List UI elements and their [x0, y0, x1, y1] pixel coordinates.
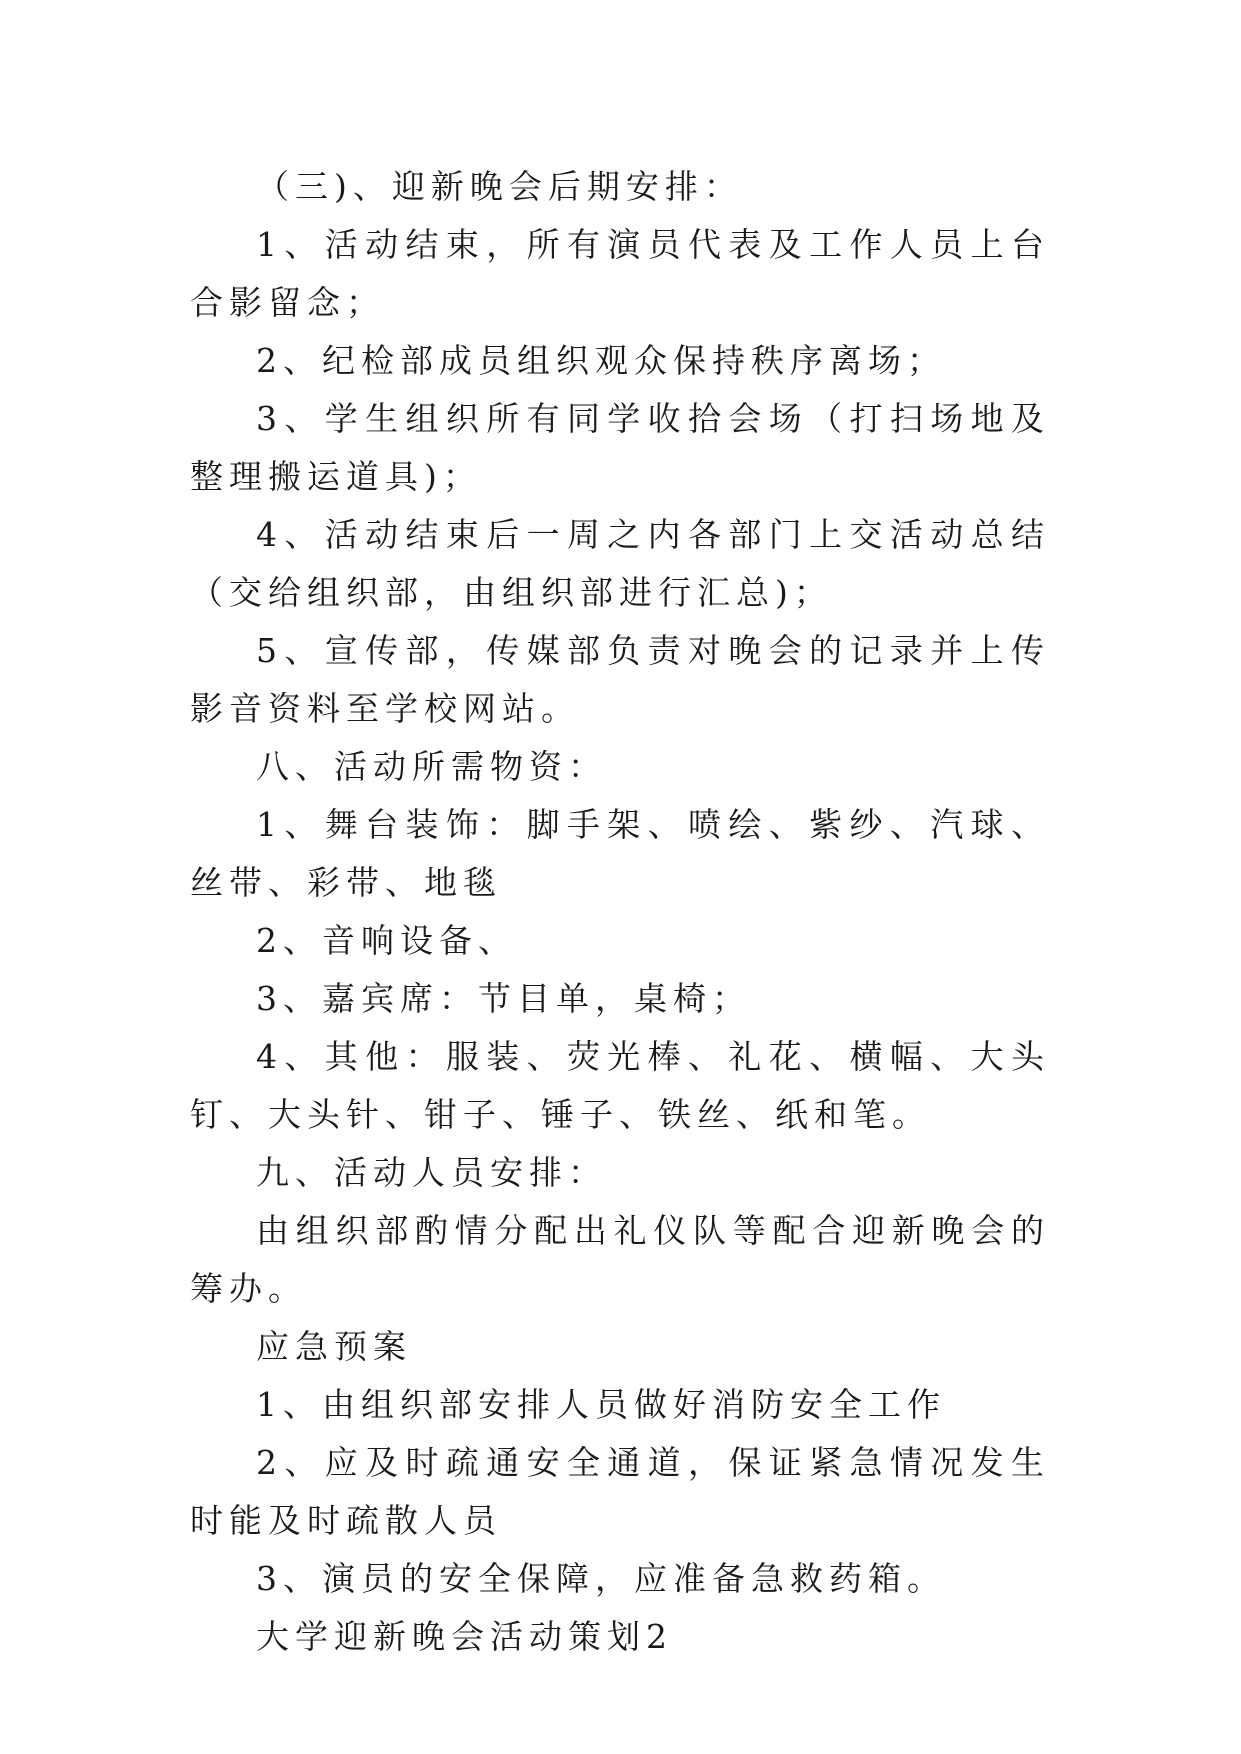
document-body [190, 158, 1050, 1666]
list-item: 3、嘉宾席：节目单，桌椅； [256, 979, 751, 1018]
section-heading-materials: 八、活动所需物资： [256, 747, 607, 786]
list-item: 4、活动结束后一周之内各部门上交活动总结（交给组织部，由组织部进行汇总)； [190, 515, 1050, 612]
section-heading-staffing: 九、活动人员安排： [256, 1153, 607, 1192]
list-item: 3、学生组织所有同学收拾会场（打扫场地及整理搬运道具)； [190, 399, 1050, 496]
body-paragraph: 由组织部酌情分配出礼仪队等配合迎新晚会的筹办。 [190, 1211, 1050, 1308]
section-heading-emergency: 应急预案 [256, 1327, 412, 1366]
section-heading-post-event: （三)、迎新晚会后期安排： [256, 167, 743, 206]
list-item: 3、演员的安全保障，应准备急救药箱。 [256, 1559, 946, 1598]
list-item: 2、纪检部成员组织观众保持秩序离场； [256, 341, 946, 380]
next-section-title: 大学迎新晚会活动策划2 [256, 1617, 673, 1656]
list-item: 2、音响设备、 [256, 921, 517, 960]
list-item: 2、应及时疏通安全通道，保证紧急情况发生时能及时疏散人员 [190, 1443, 1050, 1540]
list-item: 1、由组织部安排人员做好消防安全工作 [256, 1385, 946, 1424]
list-item: 1、活动结束，所有演员代表及工作人员上台合影留念； [190, 225, 1050, 322]
list-item: 4、其他：服装、荧光棒、礼花、横幅、大头钉、大头针、钳子、锤子、铁丝、纸和笔。 [190, 1037, 1050, 1134]
list-item: 5、宣传部，传媒部负责对晚会的记录并上传影音资料至学校网站。 [190, 631, 1050, 728]
list-item: 1、舞台装饰：脚手架、喷绘、紫纱、汽球、丝带、彩带、地毯 [190, 805, 1050, 902]
